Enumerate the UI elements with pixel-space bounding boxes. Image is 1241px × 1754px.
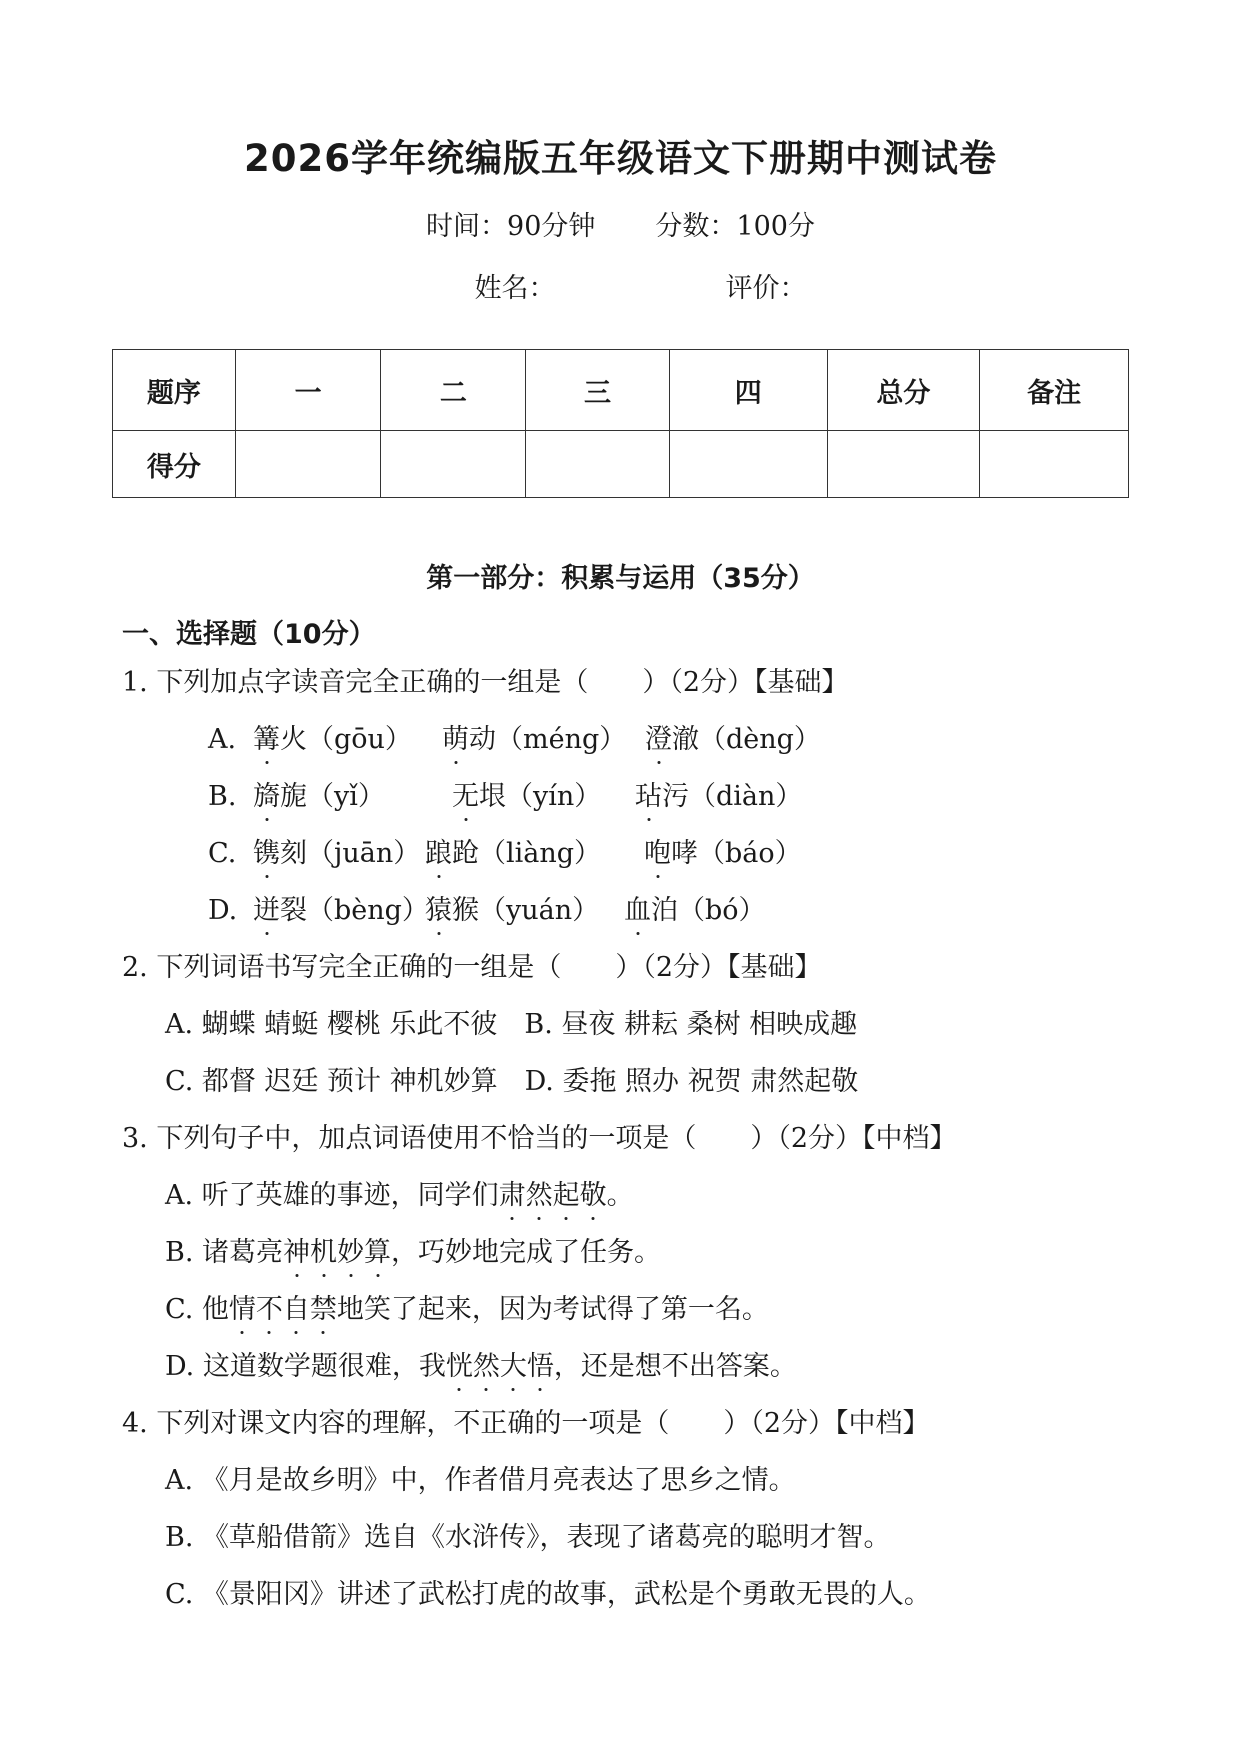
q1-option-b <box>208 780 802 814</box>
dotted-char: 迸 <box>253 895 280 926</box>
score-table-header-row <box>113 350 1129 431</box>
dotted-word <box>283 1237 391 1268</box>
dotted-char: 澄 <box>645 724 672 755</box>
q1-option-d <box>208 894 766 928</box>
score-header-cell: 题序 <box>113 350 236 431</box>
q4-option-a: A. 《月是故乡明》中，作者借月亮表达了思乡之情。 <box>165 1465 796 1496</box>
q1-option-c <box>208 837 802 871</box>
q1-option-a <box>208 723 821 757</box>
dotted-char: 猿 <box>425 895 452 926</box>
score-header-cell: 总分 <box>827 350 980 431</box>
score-cell[interactable] <box>235 431 381 498</box>
q3-option-d <box>165 1350 797 1384</box>
option-text: 动（méng） <box>469 724 627 755</box>
dotted-word <box>229 1294 337 1325</box>
dotted-char: 情 <box>228 1294 256 1325</box>
dotted-char: 大 <box>499 1351 527 1382</box>
dotted-char: 敬 <box>579 1180 607 1211</box>
dotted-char: 不 <box>255 1294 283 1325</box>
evaluation-label: 评价： <box>725 273 807 304</box>
section-heading: 一、选择题（10分） <box>122 619 376 650</box>
option-text: 跄（liàng） <box>452 838 602 869</box>
option-text: A. 听了英雄的事迹，同学们 <box>165 1180 499 1211</box>
exam-title: 2026学年统编版五年级语文下册期中测试卷 <box>244 137 997 180</box>
option-letter: B. <box>208 781 237 812</box>
option-text: 污（diàn） <box>662 781 803 812</box>
option-text: ，巧妙地完成了任务。 <box>391 1237 662 1268</box>
option-text: 裂（bèng） <box>280 895 429 926</box>
dotted-char: 旖 <box>253 781 280 812</box>
option-letter: D. <box>208 895 238 926</box>
option-text: 澈（dèng） <box>672 724 821 755</box>
question-3-stem: 3. 下列句子中，加点词语使用不恰当的一项是（ ）（2分）【中档】 <box>122 1123 957 1154</box>
exam-meta-name-eval <box>20 266 1241 305</box>
dotted-char: 肃 <box>498 1180 526 1211</box>
score-table <box>112 349 1129 498</box>
dotted-char: 然 <box>525 1180 553 1211</box>
option-text: 地笑了起来，因为考试得了第一名。 <box>336 1294 769 1325</box>
option-text: 泊（bó） <box>651 895 766 926</box>
dotted-char: 禁 <box>309 1294 337 1325</box>
score-header-cell: 一 <box>235 350 381 431</box>
score-table-score-row <box>113 431 1129 498</box>
time-label: 时间：90分钟 <box>426 211 596 242</box>
score-label: 分数：100分 <box>655 211 815 242</box>
option-text: 火（gōu） <box>280 724 412 755</box>
q4-option-c: C. 《景阳冈》讲述了武松打虎的故事，武松是个勇敢无畏的人。 <box>165 1579 931 1610</box>
dotted-char: 镌 <box>253 838 280 869</box>
q3-option-c <box>165 1293 769 1327</box>
option-text: C. 他 <box>165 1294 229 1325</box>
option-text: ，还是想不出答案。 <box>553 1351 797 1382</box>
score-cell[interactable] <box>980 431 1129 498</box>
option-text: 旎（yǐ） <box>280 781 385 812</box>
dotted-char: 然 <box>472 1351 500 1382</box>
q4-option-b: B. 《草船借箭》选自《水浒传》，表现了诸葛亮的聪明才智。 <box>165 1522 891 1553</box>
score-header-cell: 备注 <box>980 350 1129 431</box>
option-text: 猴（yuán） <box>452 895 600 926</box>
dotted-char: 恍 <box>445 1351 473 1382</box>
dotted-char: 悟 <box>526 1351 554 1382</box>
dotted-char: 萌 <box>442 724 469 755</box>
q2-options-line-1: A. 蝴蝶 蜻蜓 樱桃 乐此不彼 B. 昼夜 耕耘 桑树 相映成趣 <box>165 1009 858 1040</box>
dotted-char: 咆 <box>644 838 671 869</box>
question-4-stem: 4. 下列对课文内容的理解，不正确的一项是（ ）（2分）【中档】 <box>122 1408 930 1439</box>
dotted-char: 血 <box>624 895 651 926</box>
q2-options-line-2: C. 都督 迟廷 预计 神机妙算 D. 委拖 照办 祝贺 肃然起敬 <box>165 1066 859 1097</box>
question-1-stem: 1. 下列加点字读音完全正确的一组是（ ）（2分）【基础】 <box>122 667 849 698</box>
dotted-char: 无 <box>452 781 479 812</box>
score-cell[interactable] <box>669 431 827 498</box>
option-letter: A. <box>208 724 237 755</box>
question-2-stem: 2. 下列词语书写完全正确的一组是（ ）（2分）【基础】 <box>122 952 822 983</box>
dotted-char: 踉 <box>425 838 452 869</box>
q3-option-a <box>165 1179 634 1213</box>
option-text: D. 这道数学题很难，我 <box>165 1351 446 1382</box>
option-text: B. 诸葛亮 <box>165 1237 284 1268</box>
dotted-char: 自 <box>282 1294 310 1325</box>
q3-option-b <box>165 1236 661 1270</box>
exam-meta-time-score <box>0 204 1241 243</box>
score-header-cell: 四 <box>669 350 827 431</box>
score-cell[interactable] <box>827 431 980 498</box>
score-header-cell: 三 <box>526 350 670 431</box>
dotted-char: 算 <box>364 1237 392 1268</box>
dotted-char: 妙 <box>337 1237 365 1268</box>
name-label: 姓名： <box>474 273 556 304</box>
part-heading: 第一部分：积累与运用（35分） <box>426 563 815 594</box>
dotted-word <box>499 1180 607 1211</box>
option-text: 。 <box>606 1180 634 1211</box>
option-text: 哮（báo） <box>671 838 802 869</box>
dotted-char: 起 <box>552 1180 580 1211</box>
option-text: 刻（juān） <box>280 838 421 869</box>
dotted-word <box>446 1351 554 1382</box>
dotted-char: 玷 <box>635 781 662 812</box>
score-header-cell: 二 <box>381 350 526 431</box>
score-row-label: 得分 <box>113 431 236 498</box>
option-letter: C. <box>208 838 237 869</box>
dotted-char: 机 <box>310 1237 338 1268</box>
option-text: 垠（yín） <box>479 781 602 812</box>
dotted-char: 神 <box>283 1237 311 1268</box>
score-cell[interactable] <box>381 431 526 498</box>
score-cell[interactable] <box>526 431 670 498</box>
dotted-char: 篝 <box>253 724 280 755</box>
